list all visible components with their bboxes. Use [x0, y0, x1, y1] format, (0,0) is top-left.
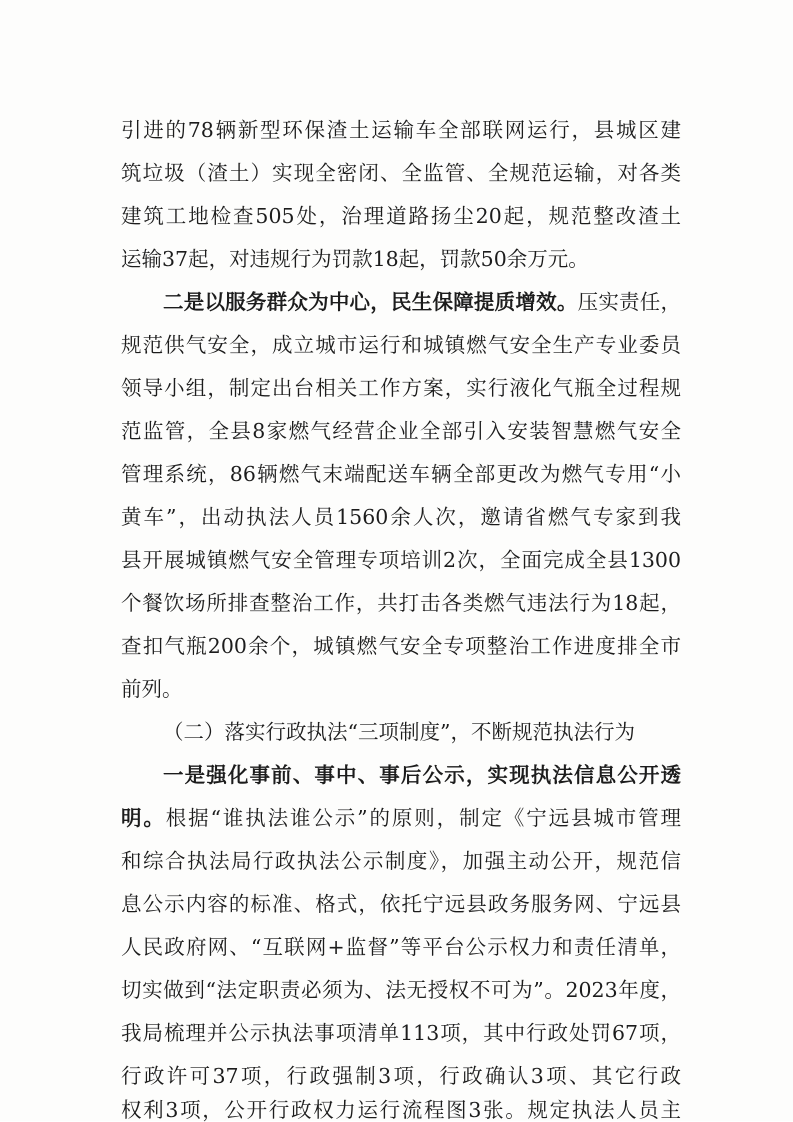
lead-rest: 根据“谁执法谁公示”的原则，制定《宁远县城市管理 — [165, 806, 681, 830]
text-line: 县开展城镇燃气安全管理专项培训2次，全面完成全县1300 — [121, 548, 681, 572]
text-line: 权利3项，公开行政权力运行流程图3张。规定执法人员主 — [121, 1098, 681, 1122]
text-line: 行政许可37项，行政强制3项，行政确认3项、其它行政 — [121, 1064, 681, 1088]
text-line: 人民政府网、“互联网+监督”等平台公示权力和责任清单， — [121, 935, 681, 959]
text-line: 规范供气安全，成立城市运行和城镇燃气安全生产专业委员 — [121, 333, 681, 357]
text-line: 和综合执法局行政执法公示制度》，加强主动公开，规范信 — [121, 849, 681, 873]
text-line: 引进的78辆新型环保渣土运输车全部联网运行，县城区建 — [121, 118, 681, 142]
text-line: 运输37起，对违规行为罚款18起，罚款50余万元。 — [121, 247, 589, 271]
text-line: 筑垃圾（渣土）实现全密闭、全监管、全规范运输，对各类 — [121, 161, 681, 185]
bold-lead: 二是以服务群众为中心，民生保障提质增效。 — [163, 290, 578, 314]
text-line: 前列。 — [121, 677, 183, 701]
text-line: 建筑工地检查505处，治理道路扬尘20起，规范整改渣土 — [121, 204, 681, 228]
text-line: 范监管，全县8家燃气经营企业全部引入安装智慧燃气安全 — [121, 419, 681, 443]
section-heading: （二）落实行政执法“三项制度”，不断规范执法行为 — [163, 720, 635, 744]
text-line: 领导小组，制定出台相关工作方案，实行液化气瓶全过程规 — [121, 376, 681, 400]
text-line — [121, 798, 681, 838]
text-line: 切实做到“法定职责必须为、法无授权不可为”。2023年度， — [121, 978, 681, 1002]
text-line: 黄车”，出动执法人员1560余人次，邀请省燃气专家到我 — [121, 505, 681, 529]
lead-rest: 压实责任， — [577, 290, 682, 314]
bold-lead: 明。 — [121, 806, 166, 830]
paragraph-lead-line: 一是强化事前、事中、事后公示，实现执法信息公开透 — [163, 763, 681, 787]
text-line: 个餐饮场所排查整治工作，共打击各类燃气违法行为18起， — [121, 591, 681, 615]
text-line: 息公示内容的标准、格式，依托宁远县政务服务网、宁远县 — [121, 892, 681, 916]
paragraph-lead-line — [163, 282, 681, 322]
text-line: 我局梳理并公示执法事项清单113项，其中行政处罚67项， — [121, 1021, 681, 1045]
text-line: 查扣气瓶200余个，城镇燃气安全专项整治工作进度排全市 — [121, 634, 681, 658]
text-line: 管理系统，86辆燃气末端配送车辆全部更改为燃气专用“小 — [121, 462, 681, 486]
